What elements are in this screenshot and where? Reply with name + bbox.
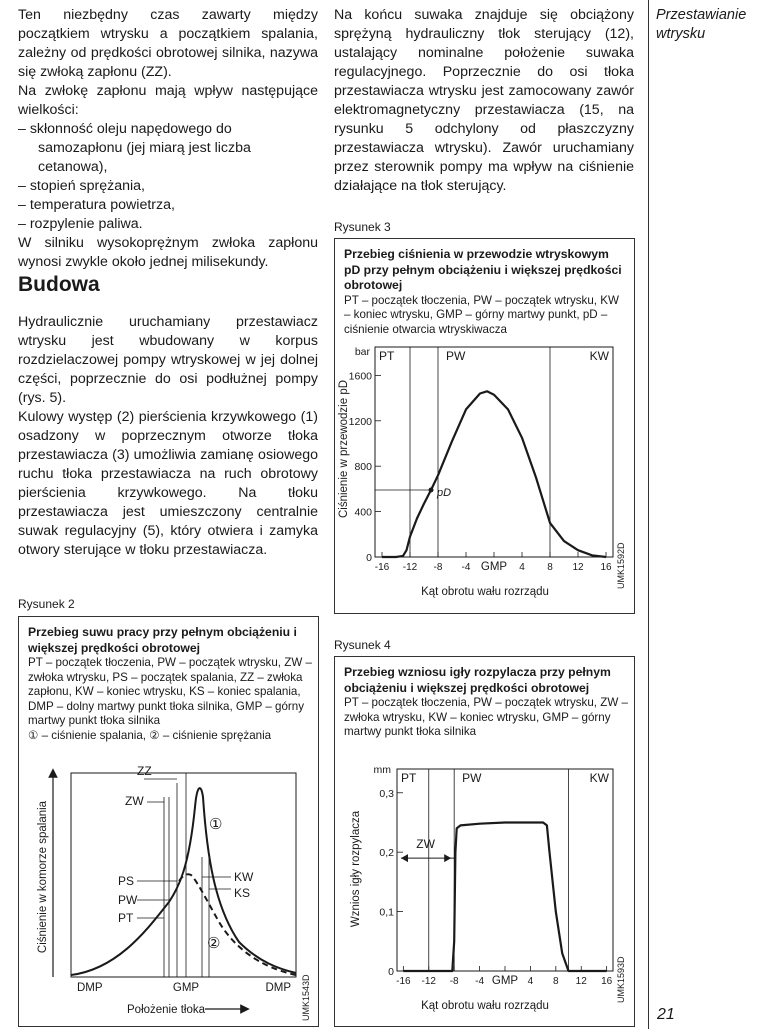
x-axis-label: Położenie tłoka bbox=[127, 1004, 205, 1016]
list-item: – temperatura powietrza, bbox=[18, 197, 175, 213]
x-tick-label: GMP bbox=[491, 975, 519, 987]
figure-code: UMK1592D bbox=[616, 542, 626, 589]
zz-label: ZZ bbox=[137, 764, 152, 778]
combustion-pressure-curve bbox=[71, 788, 296, 975]
figure-label: Rysunek 2 bbox=[18, 597, 75, 611]
y-tick-label: 0 bbox=[388, 966, 394, 978]
y-axis-label: Wznios igły rozpylacza bbox=[350, 810, 362, 928]
zw-label: ZW bbox=[125, 794, 144, 808]
list-item: – rozpylenie paliwa. bbox=[18, 216, 143, 232]
figure-legend: ① – ciśnienie spalania, ② – ciśnienie sprężania bbox=[28, 728, 272, 742]
y-tick-label: 0,3 bbox=[379, 787, 394, 800]
x-tick-label: 4 bbox=[527, 976, 534, 987]
y-tick-label: 0,1 bbox=[379, 906, 394, 919]
paragraph: W silniku wysokoprężnym zwłoka zapłonu wynosi zwykle około jednej milisekundy. bbox=[18, 235, 318, 270]
x-tick-label: -4 bbox=[461, 562, 471, 573]
x-tick-label: 8 bbox=[547, 562, 553, 573]
curve-1-marker: ① bbox=[209, 816, 223, 833]
region-label: PT bbox=[401, 771, 417, 785]
figure-label: Rysunek 4 bbox=[334, 638, 391, 652]
list-item: – skłonność oleju napędowego do samozapłonu (jej miarą jest liczba cetanowa), bbox=[18, 121, 251, 175]
section-heading: Budowa bbox=[18, 273, 100, 296]
x-tick-label: -12 bbox=[421, 976, 436, 987]
curve-2-marker: ② bbox=[207, 935, 221, 952]
figure-4 bbox=[334, 656, 635, 1027]
plot-frame bbox=[71, 773, 296, 977]
ps-label: PS bbox=[118, 874, 135, 888]
x-tick-label: 4 bbox=[519, 562, 525, 573]
x-tick-label: GMP bbox=[172, 982, 200, 994]
region-label: PW bbox=[462, 771, 482, 785]
x-tick-label: -4 bbox=[475, 976, 485, 987]
figure-code: UMK1593D bbox=[616, 956, 626, 1003]
pw-label: PW bbox=[118, 893, 138, 907]
list-item: – stopień sprężania, bbox=[18, 178, 145, 194]
region-label: PW bbox=[446, 349, 466, 363]
zw-arrow-left bbox=[401, 854, 408, 862]
x-tick-label: DMP bbox=[77, 982, 103, 994]
x-tick-label: 16 bbox=[600, 562, 612, 573]
left-column bbox=[18, 6, 318, 272]
region-label: KW bbox=[589, 771, 609, 785]
figure-label: Rysunek 3 bbox=[334, 220, 391, 234]
page-number: 21 bbox=[657, 1006, 675, 1023]
x-tick-label: 12 bbox=[572, 562, 584, 573]
sidebar-title-line: wtrysku bbox=[656, 26, 706, 42]
paragraph: Na zwłokę zapłonu mają wpływ następujące wielkości: bbox=[18, 83, 318, 118]
figure-caption bbox=[28, 625, 312, 743]
column-divider bbox=[648, 0, 649, 1029]
paragraph: Hydraulicznie uruchamiany przestawiacz wtrysku jest wbudowany w korpus rozdzielaczowej pompy wtryskowej w jej dolnej części, poprzecznie do osi podłużnej pompy (rys. 5). bbox=[18, 314, 318, 406]
y-tick-label: 1200 bbox=[348, 415, 372, 428]
middle-column bbox=[334, 6, 634, 196]
paragraph: Na końcu suwaka znajduje się obciążony sprężyną hydrauliczny tłok sterujący (12), ustalający nominalne położenie suwaka regulacyjnego. Poprzecznie do osi tłoka przestawiacza wtrysku jest zamocowany zawór elektromagnetyczny przestawiacza (15, na rysunku 5 odchylony od płaszczyzny przestawiacza wtrysku). Zawór uruchamiany przez sterownik pompy ma wpływ na ciśnienie działające na tłok sterujący. bbox=[334, 7, 634, 194]
figure-caption bbox=[344, 247, 628, 337]
pd-point bbox=[429, 488, 434, 493]
figure-legend: PT – początek tłoczenia, PW – początek wtrysku, KW – koniec wtrysku, GMP – górny martwy punkt, pD – ciśnienie otwarcia wtryskiwacza bbox=[344, 293, 619, 336]
region-label: KW bbox=[589, 349, 609, 363]
kw-label: KW bbox=[234, 870, 254, 884]
x-axis-label: Kąt obrotu wału rozrządu bbox=[421, 586, 549, 598]
zw-label: ZW bbox=[416, 837, 435, 852]
sidebar-title bbox=[656, 6, 746, 44]
plot-frame bbox=[375, 347, 613, 557]
y-unit: bar bbox=[354, 346, 370, 358]
data-series-line bbox=[382, 391, 606, 557]
y-tick-label: 800 bbox=[354, 461, 372, 474]
x-tick-label: -12 bbox=[402, 562, 418, 573]
figure-caption bbox=[344, 665, 628, 740]
region-label: PT bbox=[379, 349, 395, 363]
figure-3 bbox=[334, 238, 635, 614]
x-tick-label: 12 bbox=[575, 976, 587, 987]
y-axis-label: Ciśnienie w komorze spalania bbox=[37, 800, 49, 954]
sidebar-title-line: Przestawianie bbox=[656, 7, 747, 23]
ks-label: KS bbox=[234, 886, 251, 900]
y-unit: mm bbox=[373, 764, 391, 776]
plot-frame bbox=[397, 769, 613, 971]
figure-2 bbox=[18, 616, 319, 1027]
x-axis-label: Kąt obrotu wału rozrządu bbox=[421, 1000, 549, 1012]
figure-title: Przebieg ciśnienia w przewodzie wtryskowym pD przy pełnym obciążeniu i większej prędkości obrotowej bbox=[344, 247, 622, 292]
needle-lift-chart bbox=[335, 759, 634, 1024]
paragraph: Kulowy występ (2) pierścienia krzywkowego (1) osadzony w poprzecznym otworze tłoka przestawiacza (3) umożliwia zamianę osiowego ruchu tłoka przestawiacza na ruch obrotowy pierścienia krzywkowego. Na tłoku przestawiacza jest umieszczony centralnie suwak regulacyjny (5), który otwiera i zamyka otwory sterujące w tłoku przestawiacza. bbox=[18, 409, 318, 558]
zw-arrow-right bbox=[444, 854, 451, 862]
x-tick-label: -16 bbox=[396, 976, 411, 987]
x-tick-label: 8 bbox=[553, 976, 559, 987]
y-axis-label: Ciśnienie w przewodzie pD bbox=[338, 379, 350, 519]
figure-legend: PT – początek tłoczenia, PW – początek wtrysku, ZW – zwłoka wtrysku, PS – początek spalania, ZZ – zwłoka zapłonu, KW – koniec wtrysku, KS – koniec spalania, DMP – dolny martwy punkt tłoka silnika, GMP – górny martwy punkt tłoka silnika bbox=[28, 656, 312, 727]
y-tick-label: 400 bbox=[354, 506, 372, 519]
x-tick-label: -8 bbox=[449, 976, 459, 987]
y-tick-label: 0,2 bbox=[379, 847, 394, 860]
y-tick-label: 0 bbox=[366, 552, 372, 564]
figure-title: Przebieg suwu pracy przy pełnym obciążeniu i większej prędkości obrotowej bbox=[28, 625, 297, 655]
paragraph: Ten niezbędny czas zawarty między początkiem wtrysku a początkiem spalania, zależny od prędkości obrotowej silnika, nazywa się zwłoką zapłonu (ZZ). bbox=[18, 7, 318, 80]
x-tick-label: 16 bbox=[601, 976, 613, 987]
pd-label: pD bbox=[437, 487, 452, 500]
figure-title: Przebieg wzniosu igły rozpylacza przy pełnym obciążeniu i większej prędkości obrotowej bbox=[344, 665, 611, 695]
y-tick-label: 1600 bbox=[348, 370, 372, 383]
stroke-chart bbox=[19, 757, 318, 1032]
left-column-lower bbox=[18, 313, 318, 560]
x-tick-label: GMP bbox=[480, 561, 508, 573]
pt-label: PT bbox=[118, 911, 134, 925]
figure-legend: PT – początek tłoczenia, PW – początek wtrysku, ZW – zwłoka wtrysku, KW – koniec wtrysku, GMP – górny martwy punkt tłoka silnika bbox=[344, 696, 628, 738]
x-tick-label: -16 bbox=[374, 562, 390, 573]
figure-code: UMK1543D bbox=[301, 974, 311, 1021]
x-tick-label: DMP bbox=[265, 982, 291, 994]
pd-chart bbox=[335, 339, 634, 619]
x-tick-label: -8 bbox=[433, 562, 443, 573]
